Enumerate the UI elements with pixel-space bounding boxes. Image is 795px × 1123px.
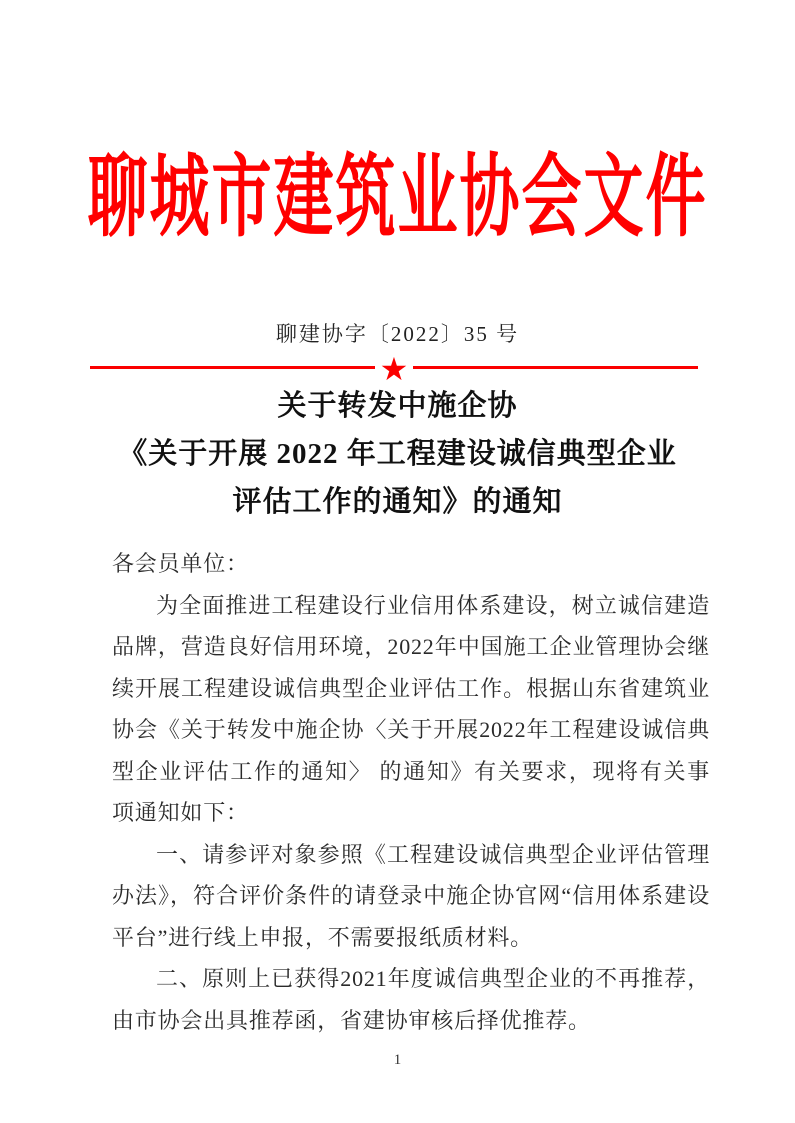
doc-number: 聊建协字〔2022〕35 号 xyxy=(275,322,520,346)
red-line-left xyxy=(90,366,375,369)
document-title-line2: 《关于开展 2022 年工程建设诚信典型企业 xyxy=(118,438,677,470)
org-title-text: 聊城市建筑业协会文件 xyxy=(87,148,708,247)
document-body xyxy=(112,543,710,1041)
document-title xyxy=(0,382,795,526)
salutation: 各会员单位： xyxy=(112,551,249,576)
document-title-line3: 评估工作的通知》的通知 xyxy=(232,486,563,518)
star-icon: ★ xyxy=(379,351,409,387)
letterhead xyxy=(0,138,795,247)
body-paragraph-3: 二、原则上已获得2021年度诚信典型企业的不再推荐，由市协会出具推荐函，省建协审核后择优推荐。 xyxy=(112,966,710,1033)
body-paragraph-2: 一、请参评对象参照《工程建设诚信典型企业评估管理办法》，符合评价条件的请登录中施企协官网“信用体系建设平台”进行线上申报，不需要报纸质材料。 xyxy=(112,841,710,950)
body-paragraph-1: 为全面推进工程建设行业信用体系建设，树立诚信建造品牌，营造良好信用环境，2022年中国施工企业管理协会继续开展工程建设诚信典型企业评估工作。根据山东省建筑业协会《关于转发中施企协〈关于开展2022年工程建设诚信典型企业评估工作的通知〉 的通知》有关要求，现将有关事项通知如下： xyxy=(112,592,710,825)
red-line-right xyxy=(413,366,698,369)
red-divider xyxy=(90,351,698,387)
document-title-line1: 关于转发中施企协 xyxy=(277,390,518,422)
page-number: 1 xyxy=(393,1052,402,1068)
